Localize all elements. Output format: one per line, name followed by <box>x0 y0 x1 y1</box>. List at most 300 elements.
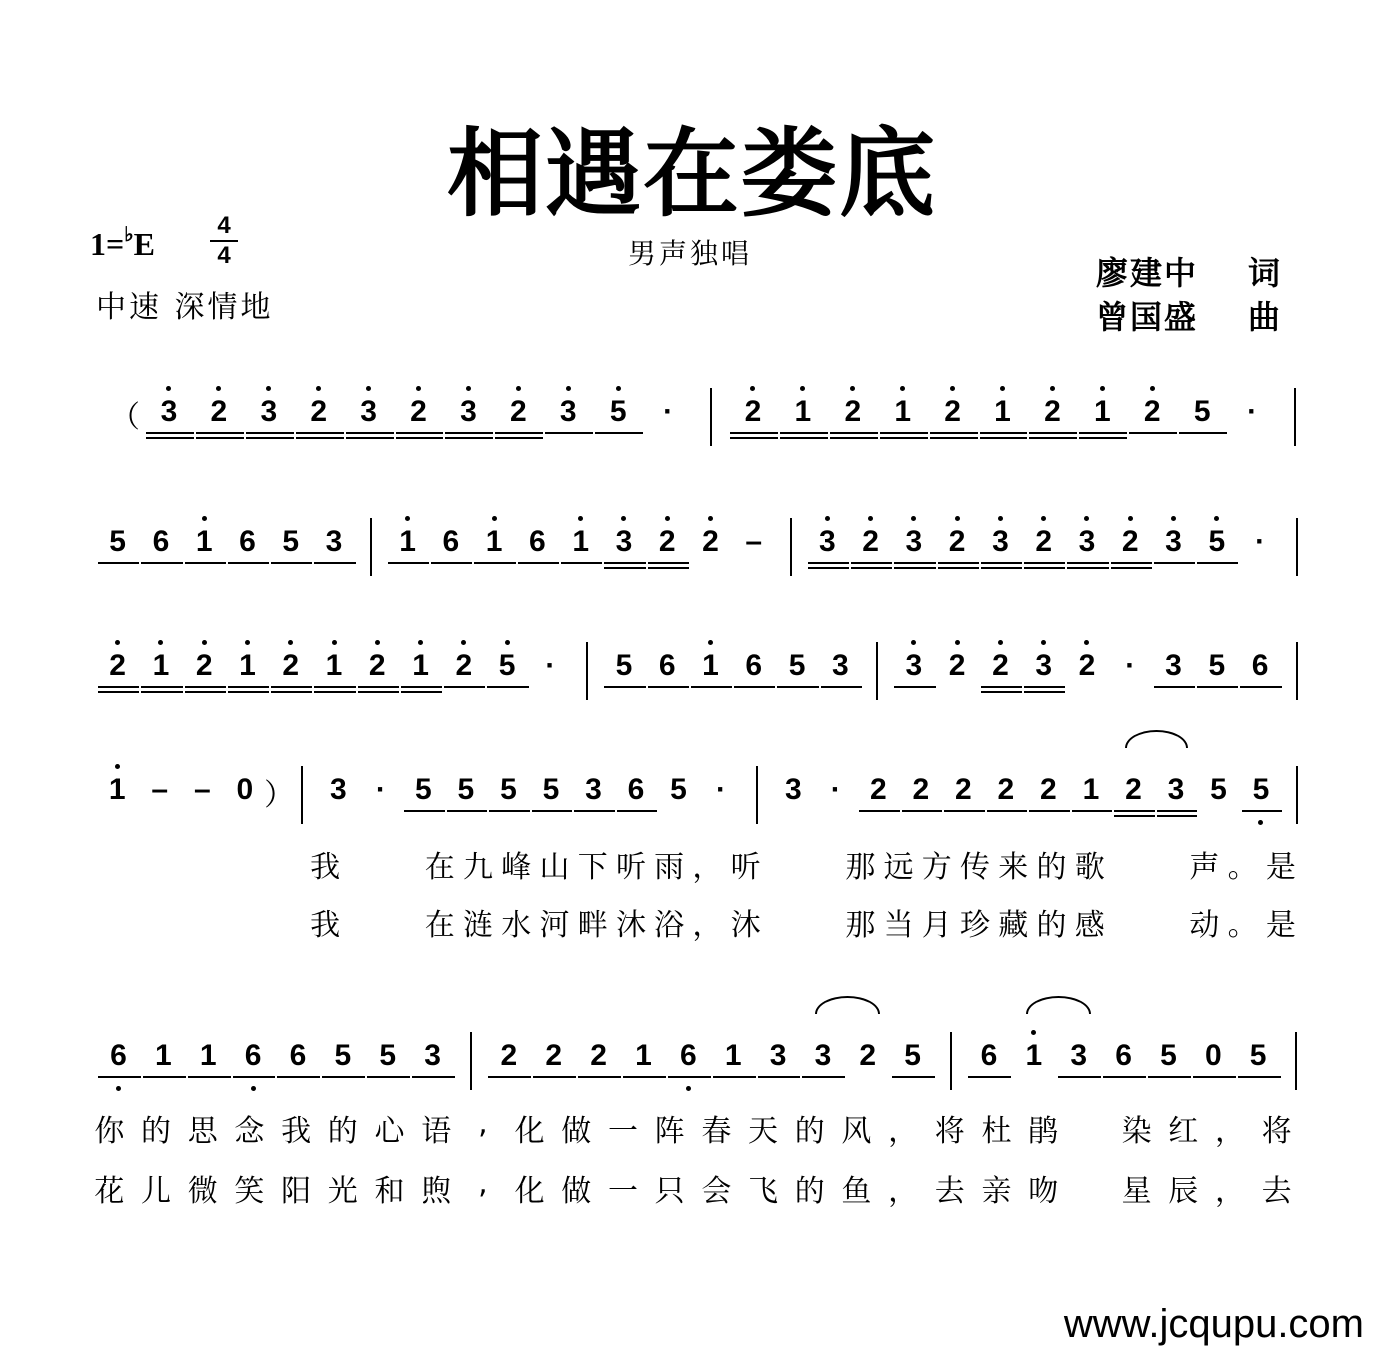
lyric-char: 红 <box>1168 1114 1199 1149</box>
underline-beam <box>367 1076 410 1078</box>
underline-beam <box>981 567 1022 569</box>
underline-beam <box>488 1076 531 1078</box>
key-note: E <box>133 226 156 262</box>
octave-up-dot <box>868 516 873 521</box>
note: 3 <box>424 1039 441 1072</box>
note: 1 <box>635 1039 652 1072</box>
note: 1 <box>154 1039 172 1072</box>
composer-role: 曲 <box>1248 298 1281 336</box>
lyric-char: ， <box>1214 1114 1245 1149</box>
flat-sign: ♭ <box>124 224 134 246</box>
octave-up-dot <box>950 386 955 391</box>
lyric-char: 浴 <box>654 908 685 943</box>
underline-beam <box>648 686 689 688</box>
note: 1 <box>108 773 126 806</box>
octave-up-dot <box>708 640 713 645</box>
note: 3 <box>615 525 633 558</box>
lyric-char: 我 <box>310 850 341 885</box>
underline-beam <box>346 432 394 434</box>
note: 0 <box>236 773 254 806</box>
note: 3 <box>1078 525 1096 558</box>
lyric-char: 吻 <box>1028 1174 1059 1209</box>
lyric-char: 儿 <box>141 1174 172 1209</box>
note: 2 <box>658 525 676 558</box>
octave-up-dot <box>850 386 855 391</box>
underline-beam <box>894 686 935 688</box>
underline-beam <box>146 437 194 439</box>
lyric-char: 只 <box>654 1174 685 1209</box>
underline-beam <box>1240 686 1281 688</box>
octave-up-dot <box>1084 640 1089 645</box>
note: 3 <box>1070 1039 1087 1072</box>
barline <box>586 642 588 700</box>
key-prefix: 1= <box>90 226 125 262</box>
lyric-char: 在 <box>424 850 455 885</box>
lyric-char: 鹃 <box>1028 1114 1059 1149</box>
underline-beam <box>98 686 139 688</box>
note: 1 <box>325 649 343 682</box>
underline-beam <box>730 432 778 434</box>
underline-beam <box>1067 562 1108 564</box>
note: 3 <box>814 1039 832 1072</box>
underline-beam <box>98 562 139 564</box>
underline-beam <box>1024 691 1065 693</box>
octave-up-dot <box>1000 386 1005 391</box>
lyric-char: 去 <box>934 1174 965 1209</box>
underline-beam <box>821 686 862 688</box>
octave-up-dot <box>616 386 621 391</box>
note: 2 <box>455 649 473 682</box>
underline-beam <box>1157 815 1198 817</box>
lyric-char: 做 <box>561 1114 592 1149</box>
lyric-char: ， <box>888 1114 919 1149</box>
note: 5 <box>1160 1039 1177 1072</box>
octave-up-dot <box>998 640 1003 645</box>
note: 2 <box>590 1039 607 1072</box>
barline <box>950 1032 952 1090</box>
lyric-char: 一 <box>607 1114 638 1149</box>
lyric-char: 阵 <box>654 1114 685 1149</box>
note: 1 <box>894 395 912 428</box>
composer-name: 曾国盛 <box>1096 298 1199 336</box>
underline-beam <box>859 810 900 812</box>
lyric-char: 峰 <box>501 850 532 885</box>
lyric-char: 山 <box>539 850 570 885</box>
lyric-char: 将 <box>934 1114 965 1149</box>
underline-beam <box>185 691 226 693</box>
octave-up-dot <box>505 640 510 645</box>
key-signature <box>90 222 155 263</box>
note: 1 <box>1094 395 1111 428</box>
lyric-char: 沐 <box>615 908 646 943</box>
lyric-char: ， <box>1214 1174 1245 1209</box>
note: 6 <box>679 1039 697 1072</box>
note: 1 <box>412 649 429 682</box>
underline-beam <box>487 686 528 688</box>
underline-beam <box>980 437 1028 439</box>
lyric-char: 辰 <box>1168 1174 1199 1209</box>
tempo-marking: 中速 深情地 <box>96 290 274 325</box>
lyric-char: ， <box>692 850 723 885</box>
barline <box>876 642 878 700</box>
underline-beam <box>595 432 643 434</box>
lyric-char: 微 <box>187 1174 218 1209</box>
octave-up-dot <box>418 640 423 645</box>
octave-up-dot <box>1171 516 1176 521</box>
barline <box>1296 642 1298 700</box>
lyric-char: 感 <box>1074 908 1105 943</box>
lyric-char: 。 <box>1227 850 1258 885</box>
underline-beam <box>141 691 182 693</box>
octave-up-dot <box>825 516 830 521</box>
underline-beam <box>495 432 543 434</box>
lyric-char: 思 <box>187 1114 218 1149</box>
lyric-line <box>0 900 1384 943</box>
underline-beam <box>401 686 442 688</box>
octave-up-dot <box>998 516 1003 521</box>
dot-note: · <box>1255 525 1266 558</box>
underline-beam <box>388 562 429 564</box>
note: 3 <box>769 1039 787 1072</box>
underline-beam <box>1103 1076 1146 1078</box>
note: 2 <box>992 649 1009 682</box>
underline-beam <box>396 437 444 439</box>
lyric-char: , <box>478 1166 488 1201</box>
octave-down-dot <box>686 1086 691 1091</box>
octave-up-dot <box>516 386 521 391</box>
lyric-char: 亲 <box>981 1174 1012 1209</box>
lyric-char: ， <box>692 908 723 943</box>
lyric-char: 远 <box>883 850 914 885</box>
underline-beam <box>604 567 645 569</box>
underline-beam <box>691 686 732 688</box>
note: 5 <box>615 649 633 682</box>
note: 5 <box>457 773 475 806</box>
lyric-char: ， <box>888 1174 919 1209</box>
octave-up-dot <box>216 386 221 391</box>
underline-beam <box>648 562 689 564</box>
note: 3 <box>330 773 347 806</box>
lyric-char: 那 <box>845 850 876 885</box>
lyric-char: , <box>478 1106 488 1141</box>
underline-beam <box>1079 432 1127 434</box>
underline-beam <box>777 686 818 688</box>
octave-up-dot <box>316 386 321 391</box>
lyric-char: 涟 <box>463 908 494 943</box>
lyric-char: 染 <box>1121 1114 1152 1149</box>
underline-beam <box>604 562 645 564</box>
underline-beam <box>902 810 943 812</box>
barline <box>1295 1032 1297 1090</box>
notation-line <box>0 750 1384 830</box>
note: 2 <box>1044 395 1061 428</box>
underline-beam <box>1067 567 1108 569</box>
underline-beam <box>851 562 892 564</box>
underline-beam <box>228 691 269 693</box>
lyric-char: 杜 <box>981 1114 1012 1149</box>
note: 5 <box>609 395 627 428</box>
octave-up-dot <box>1050 386 1055 391</box>
underline-beam <box>447 810 488 812</box>
note: 3 <box>784 773 802 806</box>
octave-up-dot <box>665 516 670 521</box>
octave-up-dot <box>1214 516 1219 521</box>
time-signature <box>210 214 238 268</box>
lyric-char: 来 <box>998 850 1029 885</box>
note: 1 <box>199 1039 217 1072</box>
note: 5 <box>379 1039 396 1072</box>
octave-up-dot <box>900 386 905 391</box>
note: 5 <box>334 1039 352 1072</box>
lyric-char: 歌 <box>1074 850 1105 885</box>
lyric-char: 将 <box>1261 1114 1292 1149</box>
octave-up-dot <box>288 640 293 645</box>
octave-up-dot <box>1041 516 1046 521</box>
underline-beam <box>1154 562 1195 564</box>
underline-beam <box>808 567 849 569</box>
underline-beam <box>730 437 778 439</box>
underline-beam <box>880 437 928 439</box>
underline-beam <box>1197 562 1238 564</box>
notation-line <box>0 626 1384 706</box>
underline-beam <box>1111 567 1152 569</box>
underline-beam <box>968 1076 1011 1078</box>
lyric-char: 飞 <box>748 1174 779 1209</box>
note: 2 <box>948 525 966 558</box>
lyric-char: 是 <box>1265 908 1296 943</box>
notation-line <box>0 372 1384 452</box>
lyric-char: 的 <box>141 1114 172 1149</box>
lyric-char: 下 <box>577 850 608 885</box>
underline-beam <box>196 432 244 434</box>
lyric-char: 煦 <box>421 1174 452 1209</box>
note: 6 <box>745 649 763 682</box>
lyric-char: 一 <box>607 1174 638 1209</box>
note: 1 <box>702 649 719 682</box>
lyric-char: 沐 <box>730 908 761 943</box>
underline-beam <box>185 562 226 564</box>
underline-beam <box>981 691 1022 693</box>
lyric-char: 会 <box>701 1174 732 1209</box>
octave-up-dot <box>955 516 960 521</box>
underline-beam <box>188 1076 231 1078</box>
underline-beam <box>98 691 139 693</box>
note: 1 <box>994 395 1011 428</box>
octave-up-dot <box>266 386 271 391</box>
note: 6 <box>658 649 676 682</box>
note: 5 <box>1208 649 1226 682</box>
lyric-char: 我 <box>310 908 341 943</box>
underline-beam <box>358 686 399 688</box>
note: 6 <box>152 525 170 558</box>
lyric-char: 念 <box>234 1114 265 1149</box>
note: 2 <box>368 649 386 682</box>
underline-beam <box>617 810 658 812</box>
lyric-char: 当 <box>883 908 914 943</box>
lyric-char: 的 <box>1036 908 1067 943</box>
underline-beam <box>98 1076 141 1078</box>
note: 5 <box>542 773 560 806</box>
watermark: www.jcqupu.com <box>1063 1302 1364 1346</box>
underline-beam <box>648 567 689 569</box>
note: 2 <box>744 395 762 428</box>
octave-up-dot <box>166 386 171 391</box>
notation-line <box>0 1016 1384 1096</box>
lyric-char: 风 <box>841 1114 872 1149</box>
lyric-char: 。 <box>1227 908 1258 943</box>
underline-beam <box>532 810 573 812</box>
note: 6 <box>1115 1039 1132 1072</box>
underline-beam <box>981 686 1022 688</box>
underline-beam <box>713 1076 756 1078</box>
note: 5 <box>788 649 806 682</box>
dash-note: – <box>193 773 211 806</box>
lyric-char: 的 <box>327 1114 358 1149</box>
underline-beam <box>431 562 472 564</box>
lyric-char: 雨 <box>654 850 685 885</box>
lyric-char: 天 <box>748 1114 779 1149</box>
underline-beam <box>987 810 1028 812</box>
lyric-char: 九 <box>463 850 494 885</box>
underline-beam <box>474 562 515 564</box>
underline-beam <box>246 437 294 439</box>
lyric-char: 鱼 <box>841 1174 872 1209</box>
octave-up-dot <box>1150 386 1155 391</box>
octave-up-dot <box>1100 386 1105 391</box>
octave-up-dot <box>115 640 120 645</box>
note: 2 <box>702 525 719 558</box>
note: 3 <box>905 649 923 682</box>
note: 6 <box>244 1039 262 1072</box>
note: 3 <box>992 525 1009 558</box>
lyric-char: 我 <box>281 1114 312 1149</box>
note: 3 <box>905 525 923 558</box>
underline-beam <box>322 1076 365 1078</box>
underline-beam <box>944 810 985 812</box>
underline-beam <box>578 1076 621 1078</box>
note: 6 <box>980 1039 998 1072</box>
underline-beam <box>830 437 878 439</box>
underline-beam <box>802 1076 845 1078</box>
note: 2 <box>1143 395 1161 428</box>
lyric-char: 那 <box>845 908 876 943</box>
note: 1 <box>794 395 812 428</box>
note: 2 <box>1078 649 1096 682</box>
note: 2 <box>210 395 228 428</box>
lyric-char: 化 <box>514 1114 545 1149</box>
note: 6 <box>289 1039 307 1072</box>
underline-beam <box>1058 1076 1101 1078</box>
note: 3 <box>818 525 836 558</box>
underline-beam <box>808 562 849 564</box>
lyric-char: 去 <box>1261 1174 1292 1209</box>
lyric-char: 畔 <box>577 908 608 943</box>
note: 6 <box>110 1039 127 1072</box>
lyric-char: 动 <box>1189 908 1220 943</box>
note: 2 <box>282 649 300 682</box>
lyric-char: 笑 <box>234 1174 265 1209</box>
underline-beam <box>930 432 978 434</box>
underline-beam <box>141 686 182 688</box>
note: 2 <box>109 649 126 682</box>
lyric-char: 声 <box>1189 850 1220 885</box>
lyric-char: 是 <box>1265 850 1296 885</box>
slur <box>1125 730 1188 748</box>
note: 1 <box>239 649 256 682</box>
time-signature-top: 4 <box>217 212 231 239</box>
octave-up-dot <box>911 640 916 645</box>
note: 1 <box>572 525 589 558</box>
barline <box>710 388 712 446</box>
note: 5 <box>670 773 687 806</box>
underline-beam <box>758 1076 801 1078</box>
underline-beam <box>894 567 935 569</box>
lyric-char: 化 <box>514 1174 545 1209</box>
note: 3 <box>1035 649 1053 682</box>
note: 3 <box>360 395 377 428</box>
underline-beam <box>1157 810 1198 812</box>
lyric-char: 的 <box>794 1114 825 1149</box>
underline-beam <box>228 686 269 688</box>
lyric-char: 光 <box>327 1174 358 1209</box>
lyric-char: 珍 <box>960 908 991 943</box>
underline-beam <box>1111 562 1152 564</box>
lyric-char: 春 <box>701 1114 732 1149</box>
open-paren: （ <box>110 400 140 435</box>
note: 3 <box>460 395 477 428</box>
note: 1 <box>724 1039 742 1072</box>
barline <box>1294 388 1296 446</box>
note: 2 <box>869 773 887 806</box>
underline-beam <box>1238 1076 1281 1078</box>
octave-up-dot <box>750 386 755 391</box>
underline-beam <box>623 1076 666 1078</box>
octave-up-dot <box>492 516 497 521</box>
note: 5 <box>109 525 126 558</box>
underline-beam <box>146 432 194 434</box>
underline-beam <box>314 686 355 688</box>
note: 6 <box>627 773 645 806</box>
underline-beam <box>1179 432 1227 434</box>
note: 2 <box>997 773 1015 806</box>
note: 5 <box>1208 525 1226 558</box>
lyric-char: 星 <box>1121 1174 1152 1209</box>
underline-beam <box>668 1076 711 1078</box>
underline-beam <box>196 437 244 439</box>
note: 6 <box>529 525 546 558</box>
dot-note: · <box>663 395 674 428</box>
note: 2 <box>410 395 427 428</box>
underline-beam <box>1154 686 1195 688</box>
underline-beam <box>533 1076 576 1078</box>
underline-beam <box>296 432 344 434</box>
underline-beam <box>780 437 828 439</box>
underline-beam <box>1197 686 1238 688</box>
note: 2 <box>944 395 961 428</box>
underline-beam <box>1148 1076 1191 1078</box>
octave-up-dot <box>416 386 421 391</box>
note: 0 <box>1204 1039 1222 1072</box>
lyric-char: 花 <box>94 1174 125 1209</box>
underline-beam <box>314 691 355 693</box>
barline <box>301 766 303 824</box>
octave-up-dot <box>911 516 916 521</box>
lyric-char: 的 <box>1036 850 1067 885</box>
note: 5 <box>415 773 432 806</box>
octave-up-dot <box>621 516 626 521</box>
note: 1 <box>152 649 170 682</box>
underline-beam <box>396 432 444 434</box>
